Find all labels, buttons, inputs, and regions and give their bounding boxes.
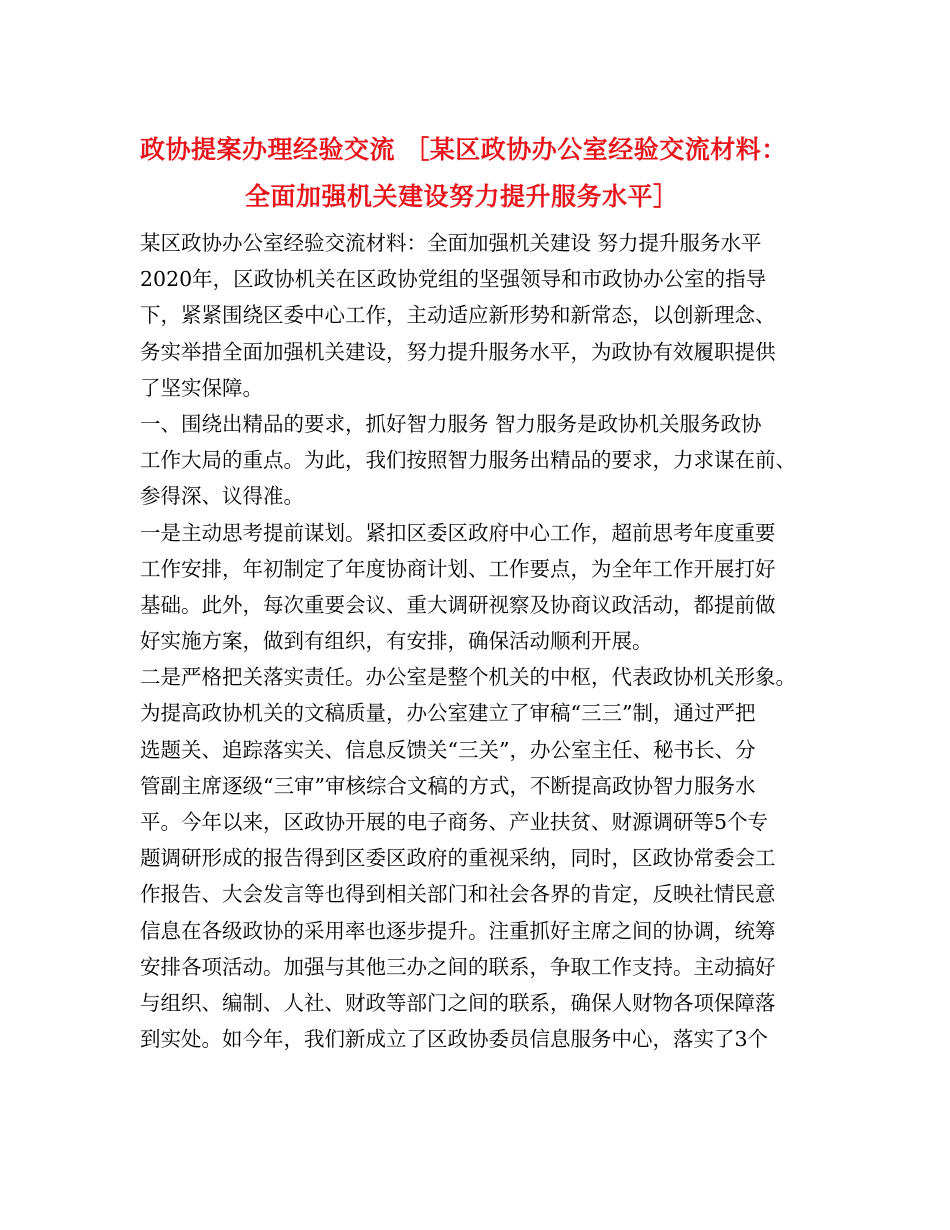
body-line: 参得深、议得准。 [140,484,304,509]
body-line: 了坚实保障。 [140,375,263,400]
body-line: 某区政协办公室经验交流材料：全面加强机关建设 努力提升服务水平 [140,231,762,255]
body-line: 二是严格把关落实责任。办公室是整个机关的中枢，代表政协机关形象。 [140,665,796,690]
body-line: 工作大局的重点。为此，我们按照智力服务出精品的要求，力求谋在前、 [140,448,796,473]
body-line: 一是主动思考提前谋划。紧扣区委区政府中心工作，超前思考年度重要 [140,520,776,545]
body-line: 题调研形成的报告得到区委区政府的重视采纳，同时，区政协常委会工 [140,846,776,871]
body-line: 与组织、编制、人社、财政等部门之间的联系，确保人财物各项保障落 [140,990,776,1015]
body-line: 工作安排，年初制定了年度协商计划、工作要点，为全年工作开展打好 [140,556,776,581]
body-line: 下，紧紧围绕区委中心工作，主动适应新形势和新常态，以创新理念、 [140,303,776,328]
document-body [140,225,830,1057]
body-line: 务实举措全面加强机关建设，努力提升服务水平，为政协有效履职提供 [140,339,776,364]
body-line: 好实施方案，做到有组织，有安排，确保活动顺利开展。 [140,629,653,654]
body-line: 一、围绕出精品的要求，抓好智力服务 智力服务是政协机关服务政协 [140,411,762,436]
body-line: 为提高政协机关的文稿质量，办公室建立了审稿“三三”制，通过严把 [140,701,756,726]
document-title-line-2: 全面加强机关建设努力提升服务水平］ [245,182,679,211]
body-line: 安排各项活动。加强与其他三办之间的联系，争取工作支持。主动搞好 [140,954,776,979]
body-line: 管副主席逐级“三审”审核综合文稿的方式，不断提高政协智力服务水 [140,773,756,798]
body-line: 平。今年以来，区政协开展的电子商务、产业扶贫、财源调研等5个专 [140,810,769,834]
body-line: 信息在各级政协的采用率也逐步提升。注重抓好主席之间的协调，统筹 [140,918,776,943]
body-line: 选题关、追踪落实关、信息反馈关“三关”，办公室主任、秘书长、分 [140,737,756,762]
body-line: 2020年，区政协机关在区政协党组的坚强领导和市政协办公室的指导 [140,267,767,292]
document-title-line-1: 政协提案办理经验交流 ［某区政协办公室经验交流材料： [140,135,787,164]
body-line: 到实处。如今年，我们新成立了区政协委员信息服务中心，落实了3个 [140,1027,769,1052]
body-line: 作报告、大会发言等也得到相关部门和社会各界的肯定，反映社情民意 [140,882,776,907]
body-line: 基础。此外，每次重要会议、重大调研视察及协商议政活动，都提前做 [140,592,776,617]
